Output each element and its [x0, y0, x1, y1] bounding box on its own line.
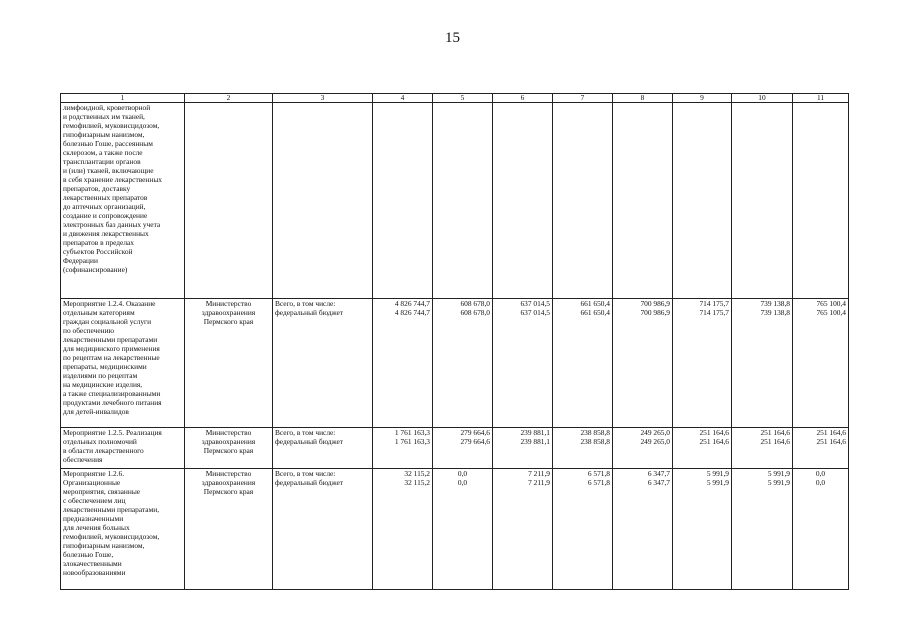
value-cell: 6 571,8 6 571,8 — [553, 469, 613, 590]
value-cell: 5 991,9 5 991,9 — [673, 469, 732, 590]
measure-name-cell: лимфоидной, кроветворной и родственных им тканей, гемофилией, муковисцидозом, гипофизарным нанизмом, болезнью Гоше, рассеянным склерозом, а также после трансплантации органов и (или) тканей, включающие в себя хранение лекарственных препаратов, доставку лекарственных препаратов до аптечных организаций, создание и сопровождение электронных баз данных учета и движения лекарственных препаратов в пределах субъектов Российской Федерации (софинансирование) — [61, 103, 185, 299]
value-cell — [433, 103, 493, 299]
column-header: 3 — [273, 94, 373, 103]
column-header: 8 — [613, 94, 673, 103]
value-cell: 700 986,9 700 986,9 — [613, 299, 673, 428]
column-header: 7 — [553, 94, 613, 103]
table-row — [61, 299, 849, 428]
funding-source-cell: Всего, в том числе: федеральный бюджет — [273, 469, 373, 590]
value-cell: 608 678,0 608 678,0 — [433, 299, 493, 428]
value-cell — [553, 103, 613, 299]
value-cell: 714 175,7 714 175,7 — [673, 299, 732, 428]
table-row — [61, 469, 849, 590]
value-cell: 739 138,8 739 138,8 — [732, 299, 793, 428]
column-header: 5 — [433, 94, 493, 103]
value-cell — [732, 103, 793, 299]
measure-name-cell: Мероприятие 1.2.6. Организационные мероприятия, связанные с обеспечением лиц лекарственными препаратами, предназначенными для лечения больных гемофилией, муковисцидозом, гипофизарным нанизмом, болезнью Гоше, злокачественными новообразованиями — [61, 469, 185, 590]
value-cell — [373, 103, 433, 299]
executor-cell: Министерство здравоохранения Пермского края — [185, 299, 273, 428]
value-cell — [673, 103, 732, 299]
value-cell: 1 761 163,3 1 761 163,3 — [373, 428, 433, 469]
column-header: 9 — [673, 94, 732, 103]
funding-source-cell: Всего, в том числе: федеральный бюджет — [273, 428, 373, 469]
value-cell: 0,0 0,0 — [433, 469, 493, 590]
value-cell: 661 650,4 661 650,4 — [553, 299, 613, 428]
funding-source-cell: Всего, в том числе: федеральный бюджет — [273, 299, 373, 428]
measure-name-cell: Мероприятие 1.2.4. Оказание отдельным категориям граждан социальной услуги по обеспечению лекарственными препаратами для медицинского применения по рецептам на лекарственные препараты, медицинскими изделиями по рецептам на медицинские изделия, а также специализированными продуктами лечебного питания для детей-инвалидов — [61, 299, 185, 428]
value-cell: 238 858,8 238 858,8 — [553, 428, 613, 469]
value-cell — [613, 103, 673, 299]
column-header: 4 — [373, 94, 433, 103]
value-cell: 251 164,6 251 164,6 — [673, 428, 732, 469]
value-cell: 7 211,9 7 211,9 — [493, 469, 553, 590]
value-cell: 279 664,6 279 664,6 — [433, 428, 493, 469]
executor-cell: Министерство здравоохранения Пермского края — [185, 469, 273, 590]
measure-name-cell: Мероприятие 1.2.5. Реализация отдельных полномочий в области лекарственного обеспечения — [61, 428, 185, 469]
value-cell — [793, 103, 849, 299]
value-cell: 249 265,0 249 265,0 — [613, 428, 673, 469]
column-header: 2 — [185, 94, 273, 103]
value-cell: 251 164,6 251 164,6 — [793, 428, 849, 469]
executor-cell — [185, 103, 273, 299]
budget-table — [60, 93, 849, 590]
value-cell: 251 164,6 251 164,6 — [732, 428, 793, 469]
column-header: 10 — [732, 94, 793, 103]
page-number: 15 — [445, 30, 460, 46]
value-cell: 6 347,7 6 347,7 — [613, 469, 673, 590]
value-cell: 32 115,2 32 115,2 — [373, 469, 433, 590]
column-header: 6 — [493, 94, 553, 103]
funding-source-cell — [273, 103, 373, 299]
table-row — [61, 103, 849, 299]
value-cell — [493, 103, 553, 299]
value-cell: 0,0 0,0 — [793, 469, 849, 590]
value-cell: 239 881,1 239 881,1 — [493, 428, 553, 469]
table-header-row — [61, 94, 849, 103]
value-cell: 637 014,5 637 014,5 — [493, 299, 553, 428]
value-cell: 765 100,4 765 100,4 — [793, 299, 849, 428]
value-cell: 4 826 744,7 4 826 744,7 — [373, 299, 433, 428]
table-row — [61, 428, 849, 469]
column-header: 11 — [793, 94, 849, 103]
column-header: 1 — [61, 94, 185, 103]
value-cell: 5 991,9 5 991,9 — [732, 469, 793, 590]
executor-cell: Министерство здравоохранения Пермского края — [185, 428, 273, 469]
